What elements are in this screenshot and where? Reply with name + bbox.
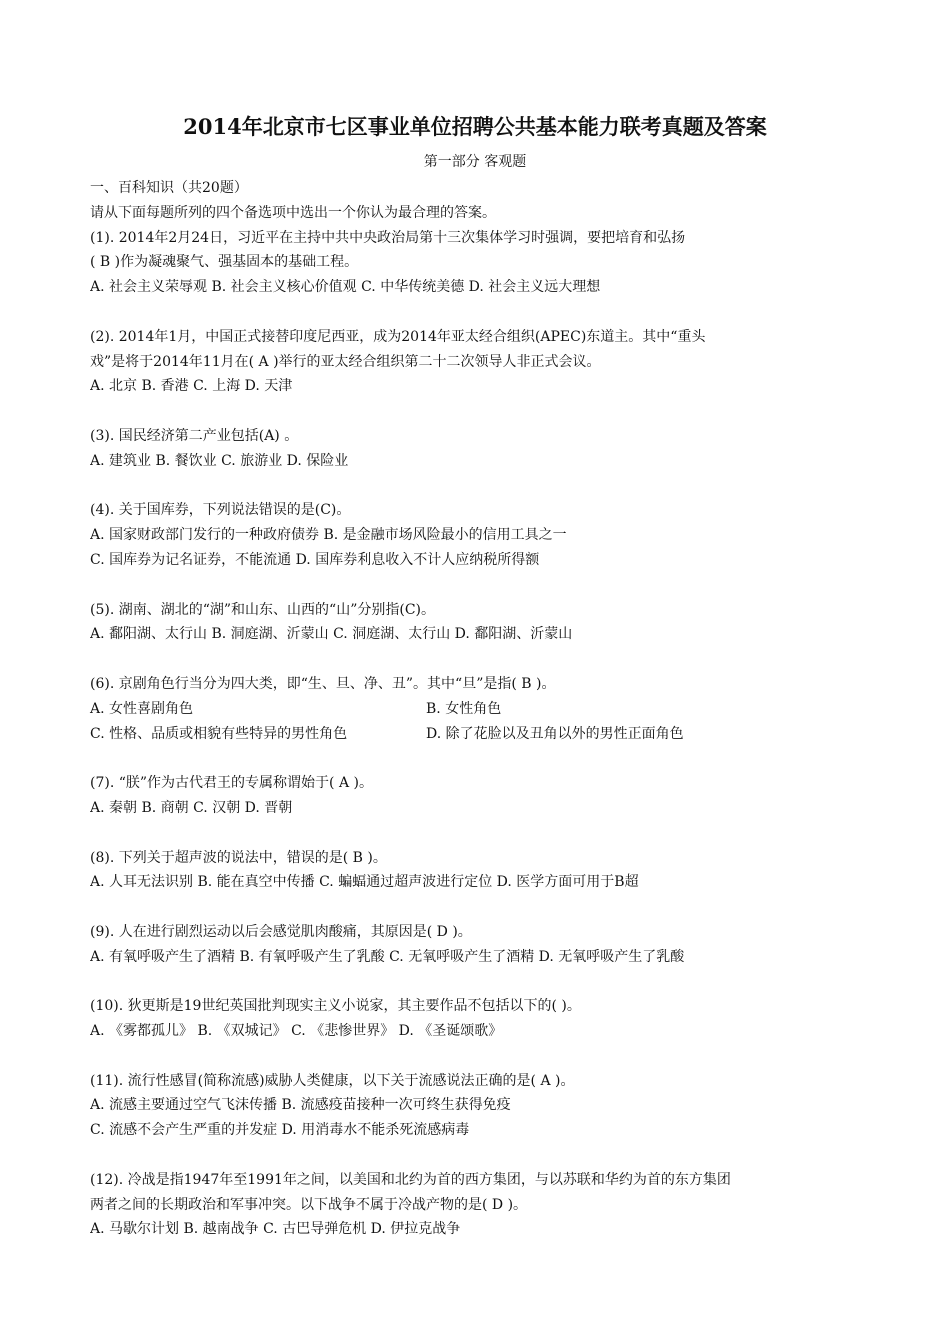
question-options: A. 《雾都孤儿》 B. 《双城记》 C. 《悲惨世界》 D. 《圣诞颂歌》: [90, 1023, 503, 1040]
question-stem: 两者之间的长期政治和军事冲突。以下战争不属于冷战产物的是( D )。: [90, 1196, 528, 1213]
spacer: [90, 970, 870, 995]
spacer: [90, 746, 870, 771]
spacer: [90, 300, 870, 325]
question-options: A. 有氧呼吸产生了酒精 B. 有氧呼吸产生了乳酸 C. 无氧呼吸产生了酒精 D. 无氧呼吸产生了乳酸: [90, 948, 685, 965]
question-2: [90, 325, 870, 399]
question-stem: (7). “朕”作为古代君王的专属称谓始于( A )。: [90, 775, 373, 792]
spacer: [90, 821, 870, 846]
question-11: [90, 1069, 870, 1143]
question-options: A. 马歇尔计划 B. 越南战争 C. 古巴导弹危机 D. 伊拉克战争: [90, 1221, 461, 1238]
option-c: C. 性格、品质或相貌有些特异的男性角色: [90, 725, 348, 742]
option-d: D. 除了花脸以及丑角以外的男性正面角色: [426, 725, 684, 742]
question-stem: (12). 冷战是指1947年至1991年之间，以美国和北约为首的西方集团，与以苏联和华约为首的东方集团: [90, 1171, 731, 1188]
question-stem: (8). 下列关于超声波的说法中，错误的是( B )。: [90, 849, 387, 866]
question-stem: (11). 流行性感冒(简称流感)威胁人类健康，以下关于流感说法正确的是( A )。: [90, 1072, 575, 1089]
question-10: [90, 994, 870, 1044]
question-options: A. 建筑业 B. 餐饮业 C. 旅游业 D. 保险业: [90, 452, 349, 469]
question-stem: (3). 国民经济第二产业包括(A) 。: [90, 427, 299, 444]
question-options: A. 秦朝 B. 商朝 C. 汉朝 D. 晋朝: [90, 799, 293, 816]
question-stem: (6). 京剧角色行当分为四大类，即“生、旦、净、丑”。其中“旦”是指( B )。: [90, 675, 556, 692]
question-1: [90, 226, 870, 300]
option-b: B. 女性角色: [426, 700, 502, 717]
question-options: A. 流感主要通过空气飞沫传播 B. 流感疫苗接种一次可终生获得免疫: [90, 1097, 511, 1114]
question-stem: (9). 人在进行剧烈运动以后会感觉肌肉酸痛，其原因是( D )。: [90, 923, 472, 940]
spacer: [90, 895, 870, 920]
question-6: [90, 672, 870, 746]
question-options: A. 鄱阳湖、太行山 B. 洞庭湖、沂蒙山 C. 洞庭湖、太行山 D. 鄱阳湖、沂蒙山: [90, 626, 573, 643]
instruction-text: 请从下面每题所列的四个备选项中选出一个你认为最合理的答案。: [90, 204, 496, 221]
question-options-row: [90, 697, 870, 722]
question-4: [90, 498, 870, 572]
spacer: [90, 399, 870, 424]
question-stem: 戏”是将于2014年11月在( A )举行的亚太经合组织第二十二次领导人非正式会议。: [90, 353, 601, 370]
question-stem: (10). 狄更斯是19世纪英国批判现实主义小说家，其主要作品不包括以下的( )。: [90, 998, 581, 1015]
question-options: C. 流感不会产生严重的并发症 D. 用消毒水不能杀死流感病毒: [90, 1122, 470, 1139]
question-stem: (5). 湖南、湖北的“湖”和山东、山西的“山”分别指(C)。: [90, 601, 435, 618]
question-8: [90, 846, 870, 896]
question-5: [90, 598, 870, 648]
option-a: A. 女性喜剧角色: [90, 700, 194, 717]
question-options-row: [90, 722, 870, 747]
question-7: [90, 771, 870, 821]
question-stem: (1). 2014年2月24日，习近平在主持中共中央政治局第十三次集体学习时强调，要把培育和弘扬: [90, 229, 686, 246]
spacer: [90, 573, 870, 598]
document-body: [90, 176, 870, 1242]
question-options: A. 国家财政部门发行的一种政府债券 B. 是金融市场风险最小的信用工具之一: [90, 527, 567, 544]
spacer: [90, 474, 870, 499]
question-stem: ( B )作为凝魂聚气、强基固本的基础工程。: [90, 254, 359, 271]
question-9: [90, 920, 870, 970]
question-stem: (2). 2014年1月，中国正式接替印度尼西亚，成为2014年亚太经合组织(APEC)东道主。其中“重头: [90, 328, 706, 345]
question-options: A. 北京 B. 香港 C. 上海 D. 天津: [90, 378, 293, 395]
spacer: [90, 1143, 870, 1168]
section-heading: 一、百科知识（共20题）: [90, 180, 248, 196]
question-3: [90, 424, 870, 474]
spacer: [90, 647, 870, 672]
document-title: 2014年北京市七区事业单位招聘公共基本能力联考真题及答案: [183, 114, 767, 139]
question-12: [90, 1168, 870, 1242]
question-options: A. 人耳无法识别 B. 能在真空中传播 C. 蝙蝠通过超声波进行定位 D. 医学方面可用于B超: [90, 874, 639, 891]
spacer: [90, 1044, 870, 1069]
question-options: C. 国库券为记名证券，不能流通 D. 国库券利息收入不计人应纳税所得额: [90, 551, 540, 568]
question-stem: (4). 关于国库券，下列说法错误的是(C)。: [90, 502, 351, 519]
question-options: A. 社会主义荣辱观 B. 社会主义核心价值观 C. 中华传统美德 D. 社会主义远大理想: [90, 279, 601, 296]
part-heading: 第一部分 客观题: [423, 154, 527, 170]
